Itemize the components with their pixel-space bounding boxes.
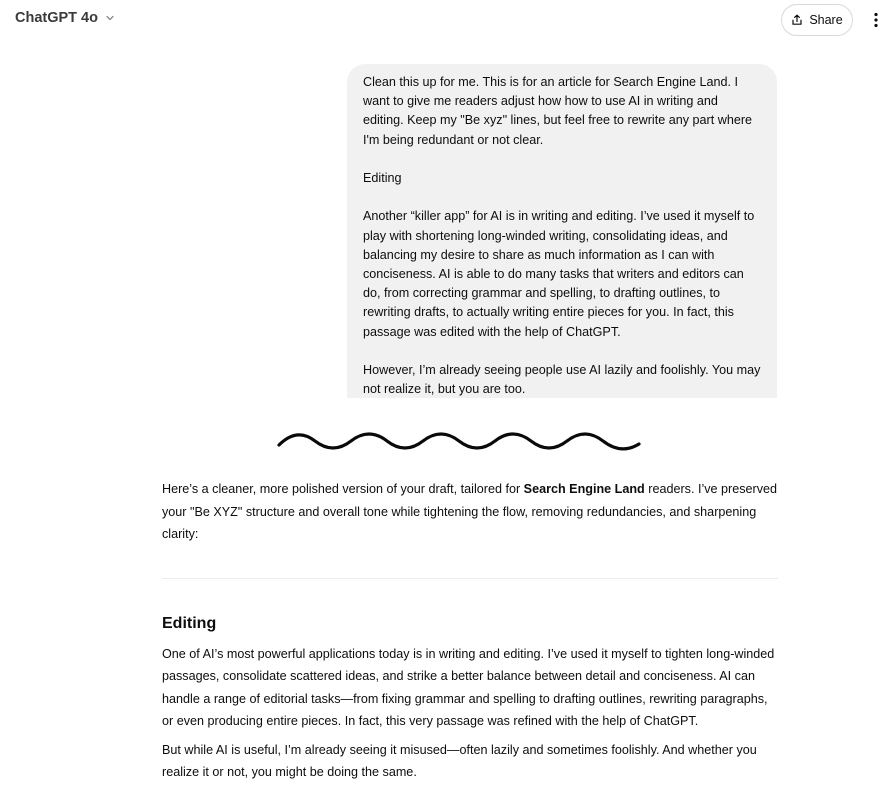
user-message-paragraph: Another “killer app” for AI is in writing and editing. I’ve used it myself to play with shortening long-winded writing, consolidating ideas, and balancing my desire to share as much information as I can with conciseness. AI is able to do many tasks that writers and editors can do, from correcting grammar and spelling, to drafting outlines, to rewriting drafts, to actually writing entire pieces for you. In fact, this passage was edited with the help of ChatGPT. bbox=[363, 209, 755, 339]
user-message-bubble bbox=[347, 64, 777, 398]
share-label: Share bbox=[809, 13, 843, 27]
share-icon bbox=[791, 14, 803, 26]
more-vertical-icon bbox=[874, 12, 878, 28]
horizontal-rule bbox=[162, 578, 778, 579]
more-options-button[interactable] bbox=[868, 10, 884, 30]
response-paragraph: But while AI is useful, I’m already seeing it misused—often lazily and sometimes foolishly. And whether you realize it or not, you might be doing the same. bbox=[162, 742, 757, 779]
squiggle-divider bbox=[276, 426, 642, 456]
model-selector[interactable] bbox=[15, 10, 116, 26]
assistant-response bbox=[162, 478, 778, 784]
user-message-paragraph: Clean this up for me. This is for an article for Search Engine Land. I want to give me readers adjust how how to use AI in writing and editing. Keep my "Be xyz" lines, but feel free to rewrite any part where I'm being redundant or not clear. bbox=[363, 75, 753, 147]
chevron-down-icon bbox=[104, 12, 116, 24]
response-paragraph: One of AI’s most powerful applications today is in writing and editing. I’ve used it myself to tighten long-winded passages, consolidate scattered ideas, and strike a better balance between detail and conciseness. AI can handle a range of editorial tasks—from fixing grammar and spelling to drafting outlines, rewriting paragraphs, or even producing entire pieces. In fact, this very passage was refined with the help of ChatGPT. bbox=[162, 646, 775, 728]
section-heading: Editing bbox=[162, 614, 217, 632]
top-bar bbox=[0, 0, 890, 40]
user-message-paragraph: However, I’m already seeing people use AI lazily and foolishly. You may not realize it, but you are too. bbox=[363, 363, 761, 397]
model-name: ChatGPT 4o bbox=[15, 10, 98, 26]
user-message-paragraph: Editing bbox=[363, 171, 402, 185]
response-intro: Here’s a cleaner, more polished version of your draft, tailored for Search Engine Land readers. I’ve preserved your "Be XYZ" structure and overall tone while tightening the flow, removing redundancies, and sharpening clarity: bbox=[162, 482, 778, 541]
bold-text: Search Engine Land bbox=[523, 482, 645, 496]
share-button[interactable] bbox=[781, 4, 853, 36]
